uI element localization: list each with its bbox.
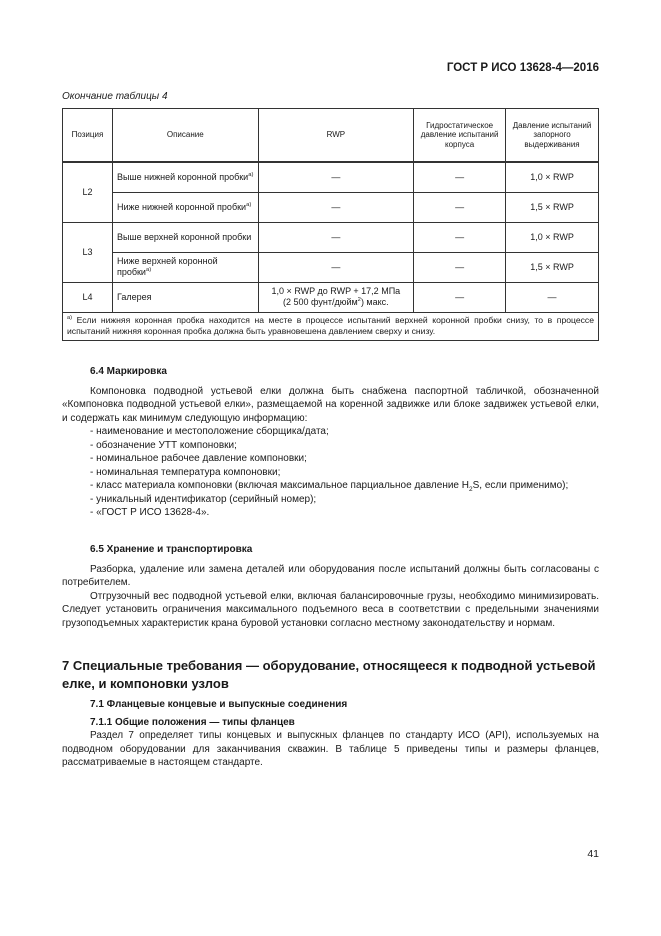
section-7 [62,657,599,770]
table-row [63,282,599,312]
section-title: 6.4 Маркировка [90,366,167,377]
paragraph: Раздел 7 определяет типы концевых и выпускных фланцев по стандарту ИСО (API), используемых на подводном оборудовании для заканчивания скважин. В таблице 5 приведены типы и размеры фланцев, рассматриваемые в настоящем стандарте. [62,730,599,769]
cell-hydrostatic: — [414,192,506,222]
table-footnote: $^{a)}$ Если нижняя коронная пробка находится на месте в процессе испытаний верхней коронной пробки снизу, то в процессе испытаний нижняя коронная пробка должна быть уравновешена давлением сверху и снизу. [63,312,599,340]
col-header-description: Описание [112,109,258,163]
cell-position: L4 [63,282,113,312]
cell-rwp: — [258,252,414,282]
cell-hydrostatic: — [414,222,506,252]
cell-rwp: 1,0 × RWP до RWP + 17,2 МПа (2 500 фунт/дюйм$^2$) макс. [258,282,414,312]
list-item: - наименование и местоположение сборщика/дата; [90,426,329,437]
document-code: ГОСТ Р ИСО 13628-4—2016 [446,62,599,74]
cell-hold: 1,0 × RWP [506,222,599,252]
cell-hold: 1,5 × RWP [506,192,599,222]
cell-description: Ниже верхней коронной пробки$^{a)}$ [112,252,258,282]
chapter-title: 7 Специальные требования — оборудование, относящееся к подводной устьевой елке, и компоновки узлов [62,658,596,691]
cell-rwp: — [258,192,414,222]
table-header-row [63,109,599,163]
table-row [63,252,599,282]
section-6-4 [62,365,599,520]
cell-hydrostatic: — [414,162,506,192]
table-caption: Окончание таблицы 4 [62,91,168,102]
list-item: - класс материала компоновки (включая максимальное парциальное давление $H_2S$, если применимо); [90,480,569,493]
list-item: - номинальное рабочее давление компоновки; [90,453,307,464]
cell-description: Галерея [112,282,258,312]
cell-description: Ниже нижней коронной пробки$^{a)}$ [112,192,258,222]
table-row [63,192,599,222]
section-title: 6.5 Хранение и транспортировка [90,544,253,555]
cell-hold: — [506,282,599,312]
cell-rwp: — [258,162,414,192]
col-header-rwp: RWP [258,109,414,163]
subsection-title: 7.1.1 Общие положения — типы фланцев [90,716,295,728]
cell-description: Выше верхней коронной пробки [112,222,258,252]
table-row [63,222,599,252]
cell-hydrostatic: — [414,282,506,312]
list-item: - номинальная температура компоновки; [90,466,281,478]
cell-position: L3 [63,222,113,282]
cell-hold: 1,0 × RWP [506,162,599,192]
paragraph: Разборка, удаление или замена деталей или оборудования после испытаний должны быть согласованы с потребителем. [62,563,599,588]
cell-position: L2 [63,162,113,222]
list-item: - «ГОСТ Р ИСО 13628-4». [90,507,210,518]
list-item: - обозначение УТТ компоновки; [90,439,237,451]
cell-rwp: — [258,222,414,252]
col-header-hydrostatic: Гидростатическое давление испытаний корпуса [414,109,506,163]
section-6-5 [62,543,599,630]
col-header-position: Позиция [63,109,113,163]
paragraph: Отгрузочный вес подводной устьевой елки, включая балансировочные грузы, необходимо минимизировать. Следует установить ограничения максимального подъемного веса в соответствии с предельными значениями грузоподъемных характеристик крана буровой установки согласно местному законодательству и нормам. [62,590,599,629]
table-footnote-row [63,312,599,340]
test-pressure-table [62,108,599,341]
page-number: 41 [587,848,599,860]
table-row [63,162,599,192]
cell-hold: 1,5 × RWP [506,252,599,282]
cell-hydrostatic: — [414,252,506,282]
paragraph: Компоновка подводной устьевой елки должна быть снабжена паспортной табличкой, обозначенной «Компоновка подводной устьевой елки», размещаемой на коренной задвижке или блоке задвижек устьевой елки, и содержать как минимум следующую информацию: [62,385,599,424]
list-item: - уникальный идентификатор (серийный номер); [90,493,317,505]
section-title: 7.1 Фланцевые концевые и выпускные соединения [90,699,348,711]
col-header-hold: Давление испытаний запорного выдерживания [506,109,599,163]
cell-description: Выше нижней коронной пробки$^{a)}$ [112,162,258,192]
